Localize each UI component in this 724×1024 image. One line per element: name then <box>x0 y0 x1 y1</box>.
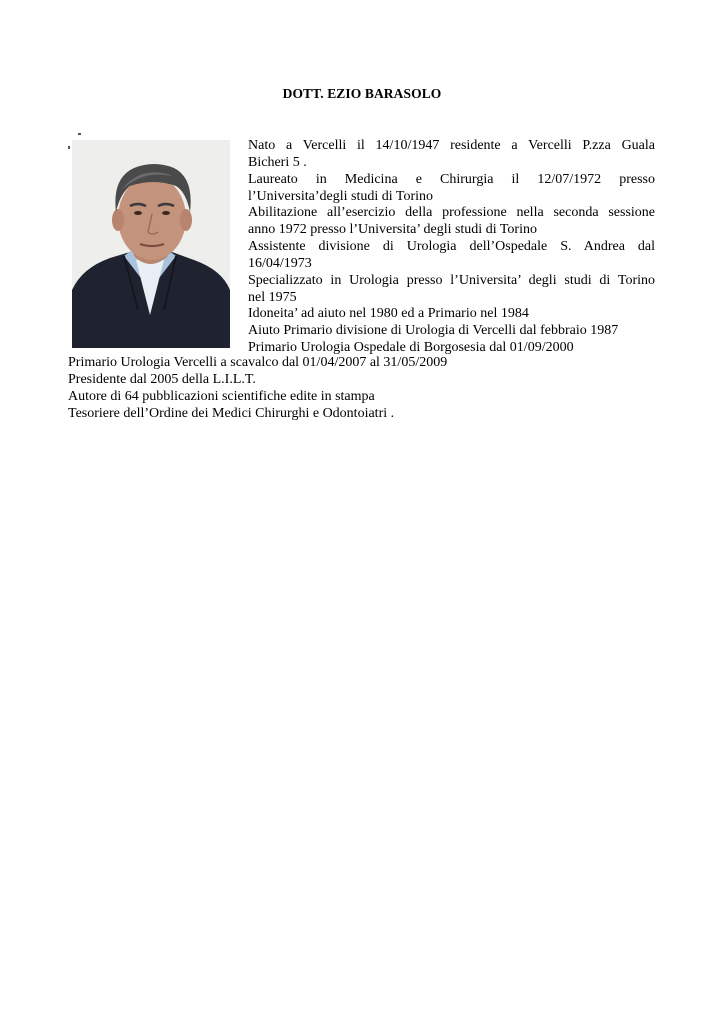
portrait-photo <box>72 140 230 348</box>
bio-line: l’Universita’degli studi di Torino <box>248 188 434 204</box>
bio-line: Aiuto Primario divisione di Urologia di Vercelli dal febbraio 1987 <box>248 323 619 339</box>
bio-line: Abilitazione all’esercizio della professione nella seconda sessione <box>248 205 655 221</box>
bio-line: anno 1972 presso l’Universita’ degli studi di Torino <box>248 222 537 238</box>
bio-entry <box>248 306 655 323</box>
bio-line: Bicheri 5 . <box>248 154 307 170</box>
bio-line: Assistente divisione di Urologia dell’Ospedale S. Andrea dal <box>248 239 655 255</box>
page-title: DOTT. EZIO BARASOLO <box>282 86 442 101</box>
bio-entry <box>248 273 655 307</box>
bio-entry <box>248 138 655 172</box>
bio-line: 16/04/1973 <box>248 255 312 271</box>
bio-line: nel 1975 <box>248 289 297 305</box>
bio-full-width <box>68 355 668 422</box>
bio-line: Autore di 64 pubblicazioni scientifiche edite in stampa <box>68 388 375 404</box>
bio-entry <box>248 239 655 273</box>
bio-entry <box>248 205 655 239</box>
bio-line: Primario Urologia Ospedale di Borgosesia dal 01/09/2000 <box>248 340 574 356</box>
scan-mark <box>68 146 70 149</box>
bio-entry <box>248 172 655 206</box>
bio-line: Laureato in Medicina e Chirurgia il 12/07/1972 presso <box>248 171 655 187</box>
bio-entry <box>248 323 655 340</box>
bio-line: Specializzato in Urologia presso l’Universita’ degli studi di Torino <box>248 272 655 288</box>
bio-line: Tesoriere dell’Ordine dei Medici Chirurghi e Odontoiatri . <box>68 405 395 421</box>
scan-mark <box>78 133 81 135</box>
bio-line: Idoneita’ ad aiuto nel 1980 ed a Primario nel 1984 <box>248 306 529 322</box>
bio-line: Nato a Vercelli il 14/10/1947 residente a Vercelli P.zza Guala <box>248 138 655 153</box>
bio-line: Primario Urologia Vercelli a scavalco dal 01/04/2007 al 31/05/2009 <box>68 355 448 370</box>
bio-side-column <box>248 138 655 357</box>
bio-line: Presidente dal 2005 della L.I.L.T. <box>68 371 256 387</box>
